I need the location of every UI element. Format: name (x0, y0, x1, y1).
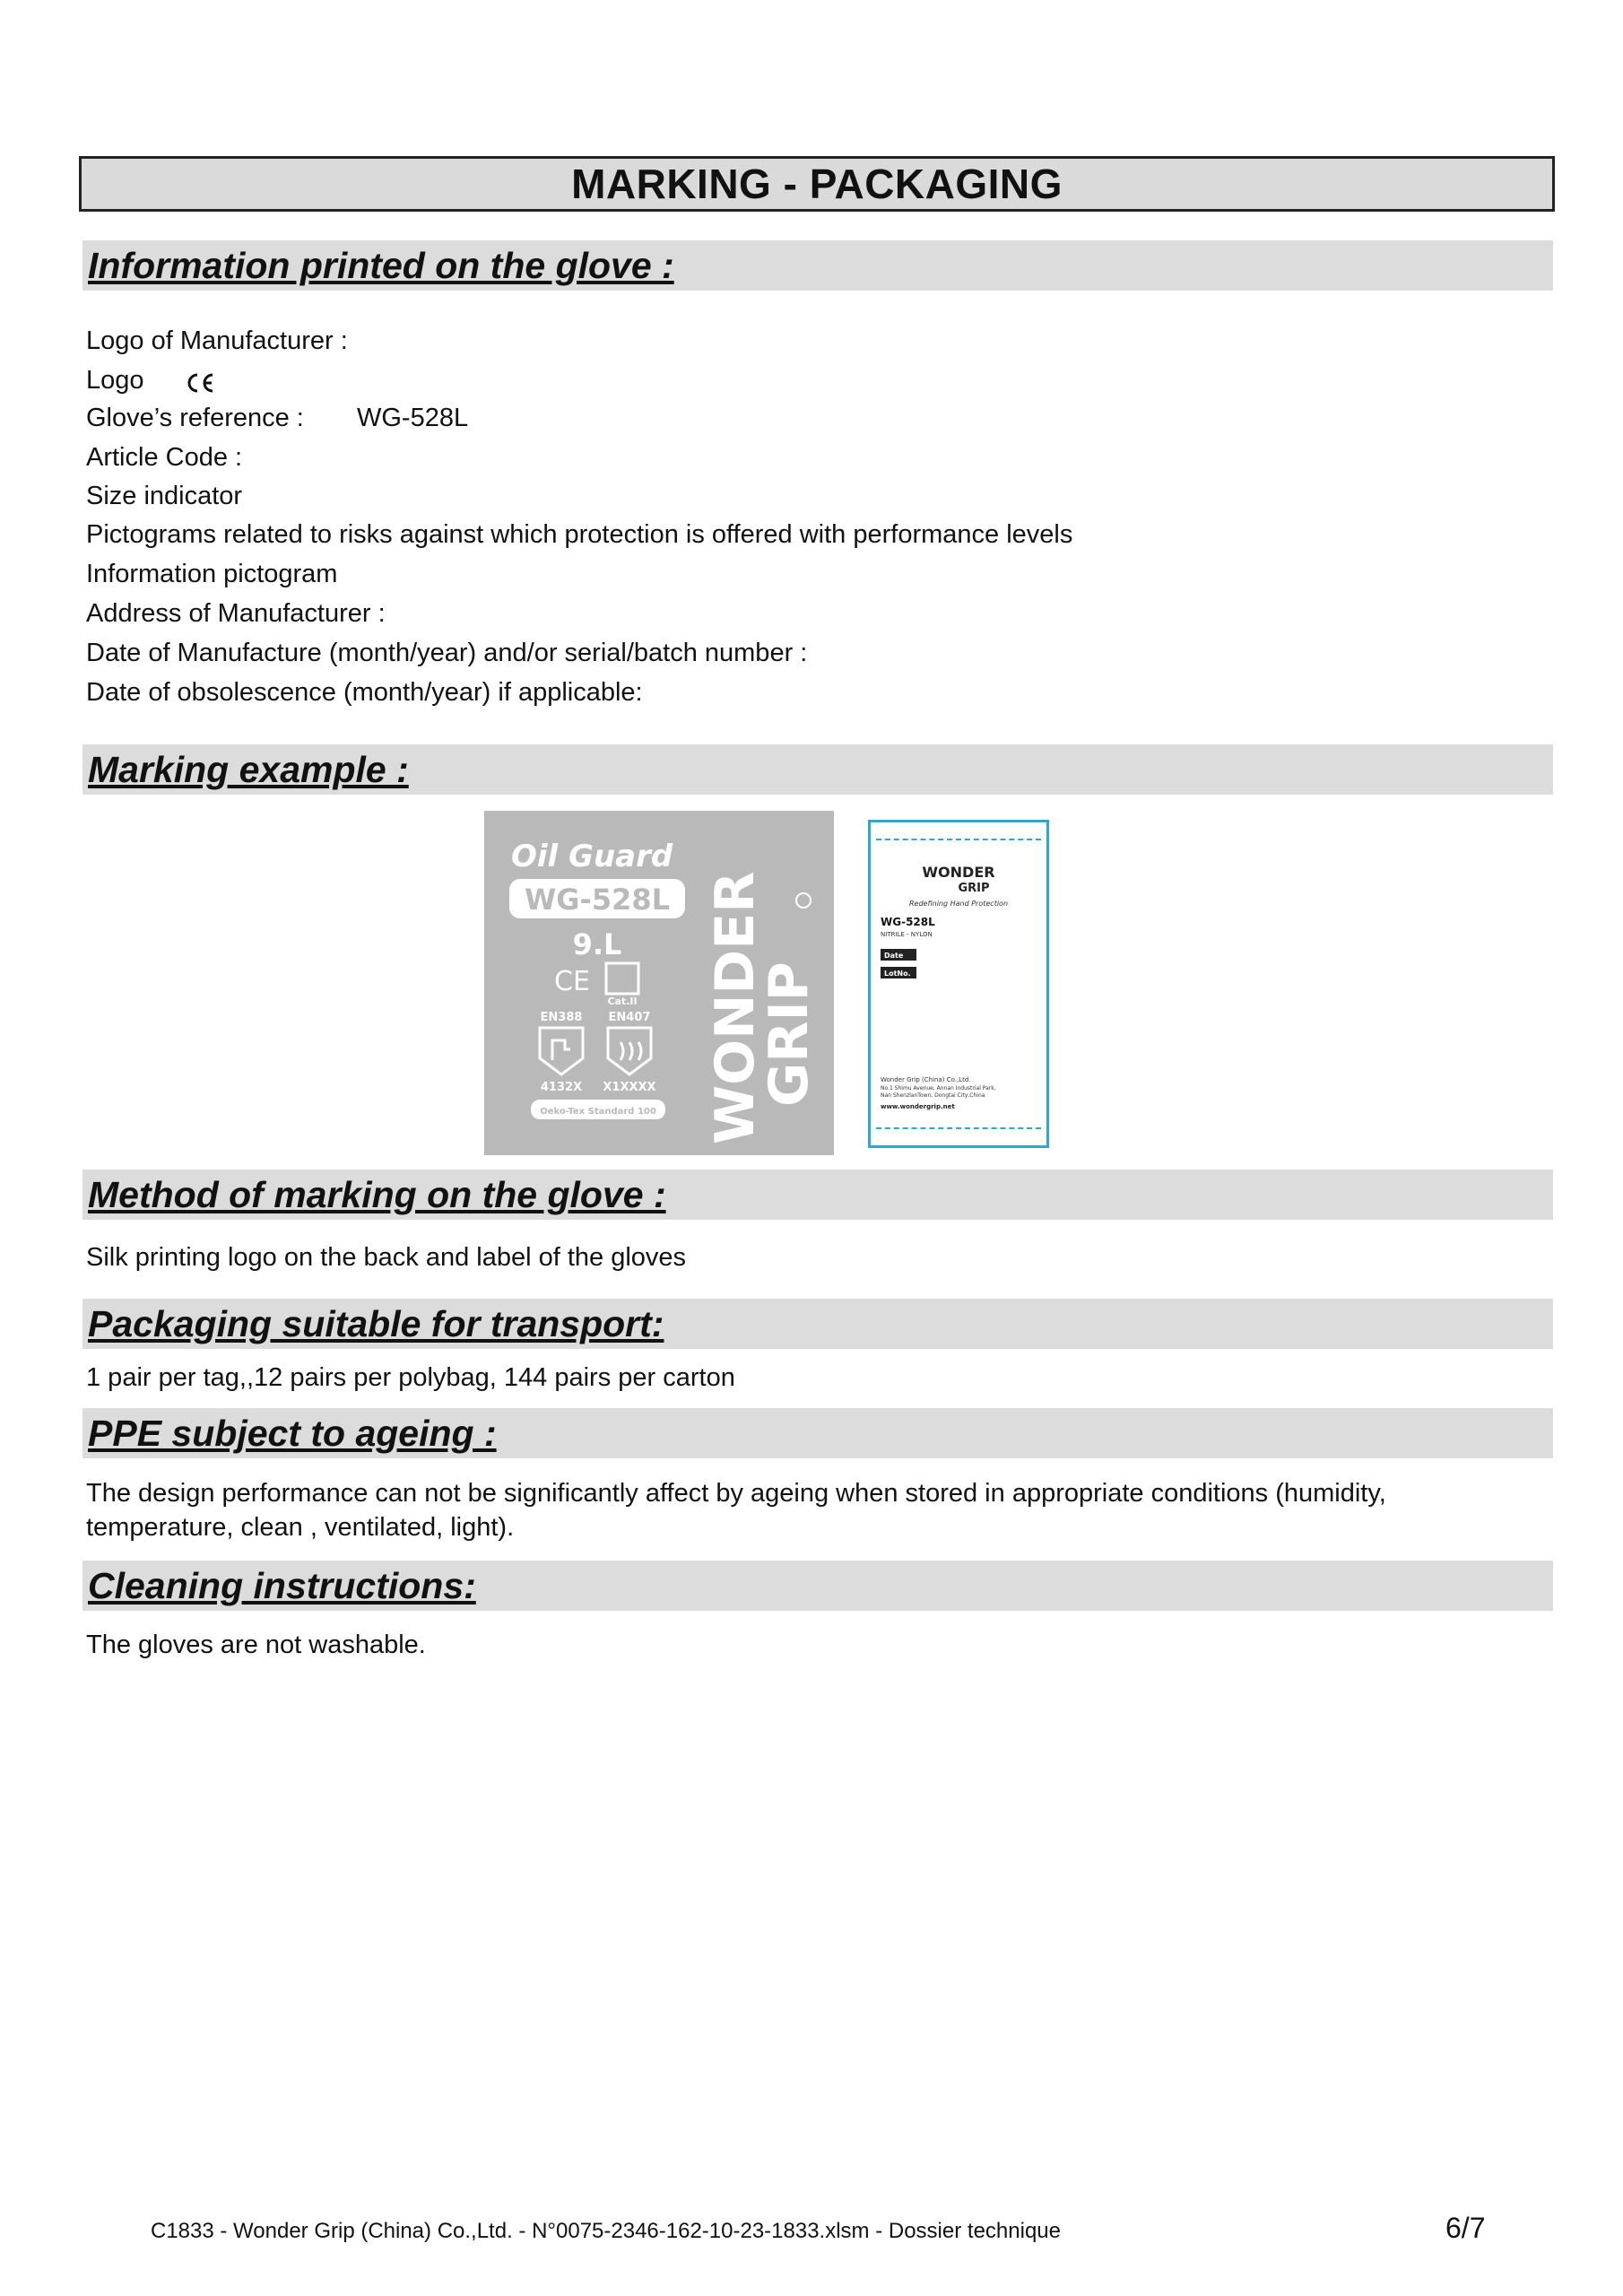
section-header-marking (82, 744, 1553, 795)
print-model: WG-528L (524, 883, 671, 917)
section-header-cleaning (82, 1561, 1553, 1611)
print-std2: EN407 (608, 1011, 651, 1024)
print-brand-grip: GRIP (758, 961, 820, 1107)
section-heading: Packaging suitable for transport: (88, 1302, 664, 1344)
section-heading: Information printed on the glove : (88, 244, 674, 286)
section-header-packaging (82, 1299, 1553, 1349)
glove-ref-value: WG-528L (357, 404, 469, 432)
method-text: Silk printing logo on the back and label of the gloves (86, 1243, 687, 1272)
print-code2: X1XXXX (603, 1081, 656, 1094)
line-logo: Logo (86, 366, 144, 395)
label-lot: LotNo. (884, 970, 911, 978)
section-heading: Method of marking on the glove : (88, 1173, 666, 1215)
line-pictograms: Pictograms related to risks against which protection is offered with performance levels (86, 520, 1073, 549)
label-material: NITRILE - NYLON (881, 931, 933, 938)
cleaning-text: The gloves are not washable. (86, 1631, 426, 1659)
label-company: Wonder Grip (China) Co.,Ltd. (881, 1076, 971, 1083)
label-tagline: Redefining Hand Protection (908, 900, 1009, 908)
section-heading: PPE subject to ageing : (88, 1412, 497, 1454)
print-brand-wonder: WONDER (704, 871, 767, 1144)
section-heading: Marking example : (88, 748, 409, 790)
print-size: 9.L (572, 927, 622, 961)
print-cat: Cat.II (607, 996, 638, 1007)
line-address: Address of Manufacturer : (86, 599, 386, 628)
ce-mark-icon (184, 370, 216, 396)
line-size-indicator: Size indicator (86, 482, 243, 510)
line-article-code: Article Code : (86, 443, 243, 472)
ageing-text: The design performance can not be significantly affect by ageing when stored in appropriate conditions (humidity, temperature, clean , ventilated, light). (86, 1479, 1386, 1542)
line-logo-manufacturer: Logo of Manufacturer : (86, 326, 348, 355)
section-heading: Cleaning instructions: (88, 1564, 476, 1606)
section-header-method (82, 1170, 1553, 1220)
print-code1: 4132X (540, 1081, 583, 1094)
line-info-pictogram: Information pictogram (86, 560, 338, 588)
label-addr1: No.1 Shimu Avenue, Annan Industrial Park, (881, 1085, 996, 1091)
label-brand-wonder: WONDER (922, 864, 995, 881)
label-web: www.wondergrip.net (881, 1103, 955, 1110)
print-series: Oil Guard (511, 839, 673, 874)
print-oeko: Oeko-Tex Standard 100 (540, 1107, 656, 1117)
line-date-manufacture: Date of Manufacture (month/year) and/or serial/batch number : (86, 639, 808, 667)
label-addr2: Nan ShenzlanTown, Dongtai City,China (881, 1092, 985, 1099)
page-title: MARKING - PACKAGING (79, 156, 1555, 212)
footer-text: C1833 - Wonder Grip (China) Co.,Ltd. - N°0075-2346-162-10-23-1833.xlsm - Dossier technique (151, 2219, 1061, 2243)
line-date-obsolescence: Date of obsolescence (month/year) if applicable: (86, 678, 643, 707)
print-std1: EN388 (540, 1011, 583, 1024)
page-number: 6/7 (1445, 2212, 1486, 2244)
print-ce: CE (554, 966, 590, 997)
glove-label-example (868, 820, 1049, 1148)
glove-print-example (484, 811, 834, 1155)
line-glove-ref-label: Glove’s reference : (86, 404, 304, 432)
section-header-info (82, 240, 1553, 291)
label-brand-grip: GRIP (958, 882, 990, 895)
packaging-text: 1 pair per tag,,12 pairs per polybag, 144 pairs per carton (86, 1363, 735, 1392)
section-header-ageing (82, 1408, 1553, 1458)
label-model: WG-528L (881, 916, 935, 928)
label-date: Date (884, 952, 904, 960)
